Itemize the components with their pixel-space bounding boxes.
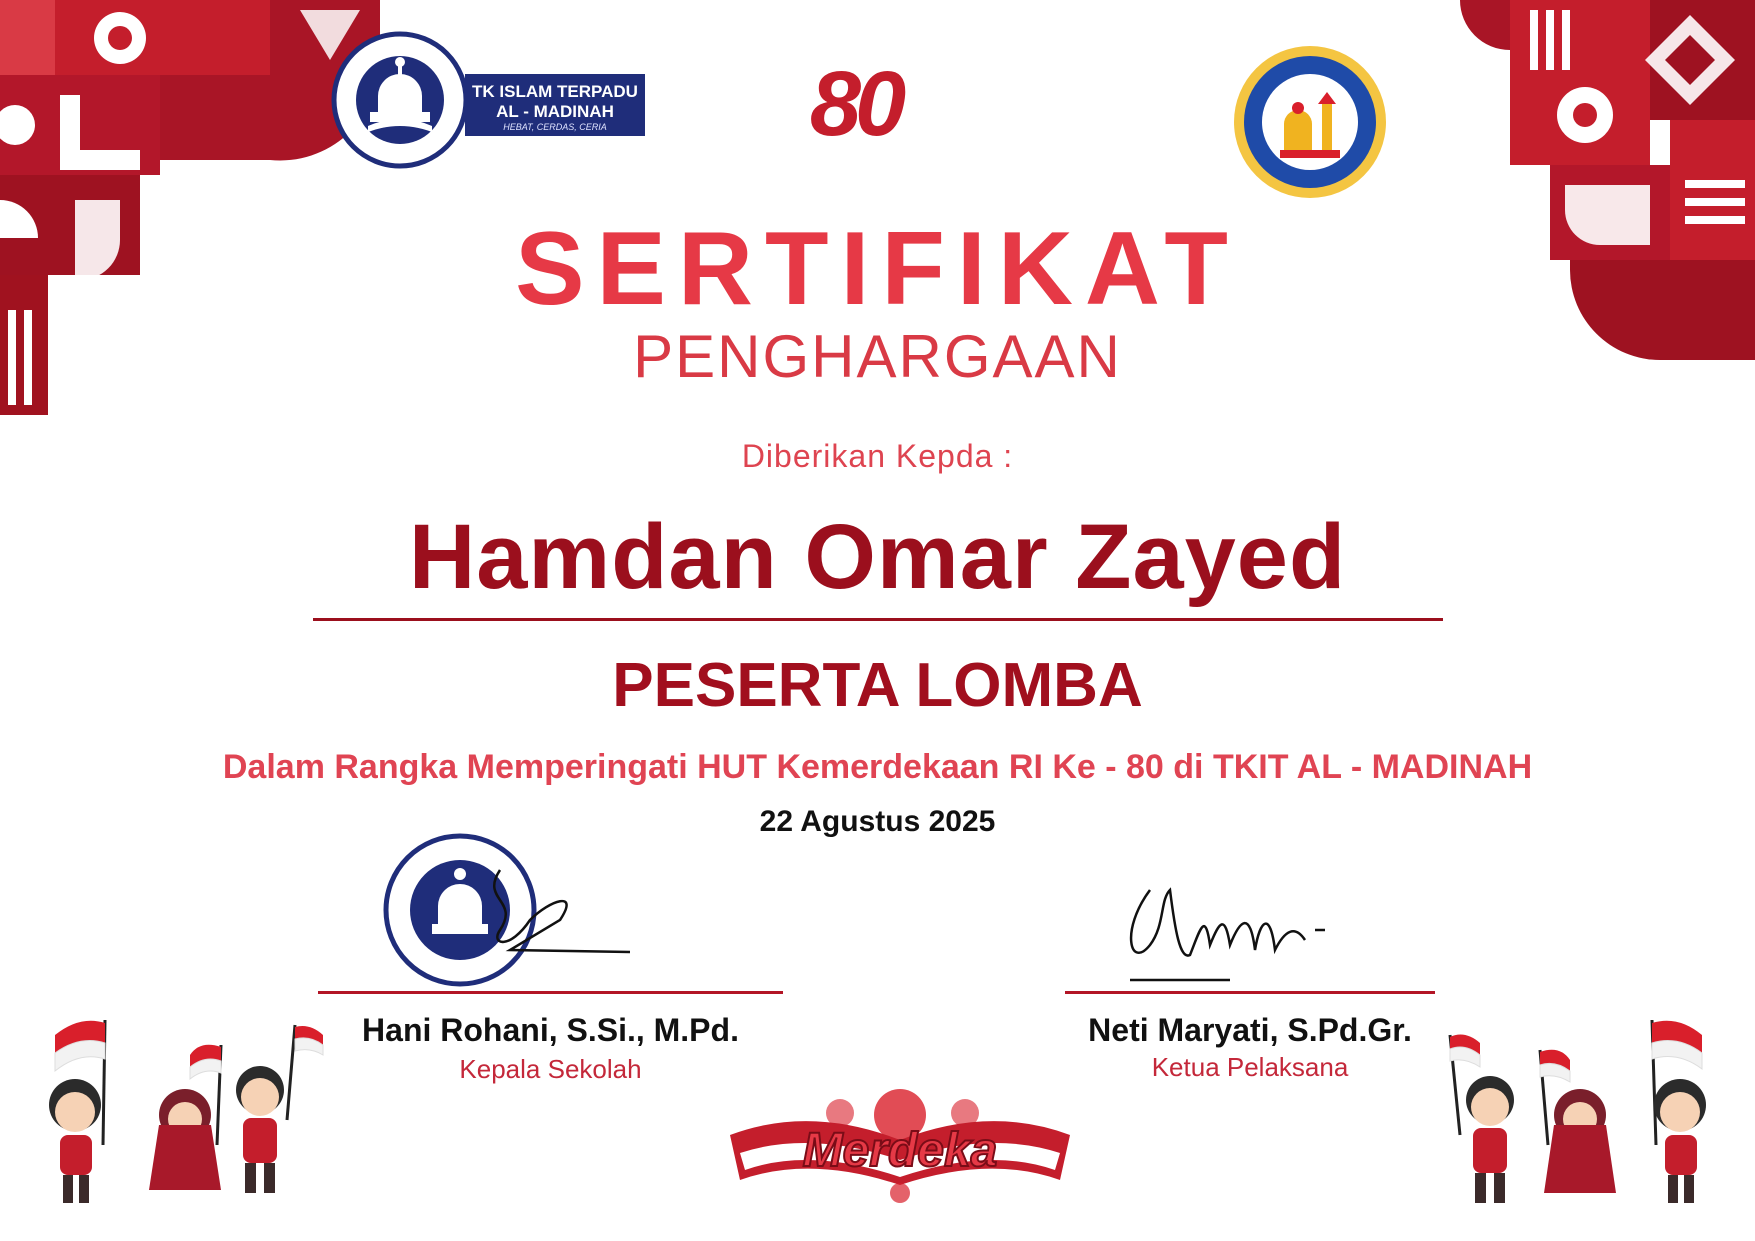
kids-flag-illustration-left	[25, 1015, 325, 1215]
signatory-2-name: Neti Maryati, S.Pd.Gr.	[1088, 1012, 1412, 1048]
certificate-date: 22 Agustus 2025	[759, 805, 996, 838]
anniversary-number: 80	[809, 53, 901, 155]
signature-line-right	[1065, 991, 1435, 994]
school-tagline: HEBAT, CERDAS, CERIA	[503, 122, 607, 132]
certificate-title: SERTIFIKAT	[515, 211, 1240, 327]
anniversary-80-logo	[780, 52, 930, 162]
school-name-line2: AL - MADINAH	[496, 102, 614, 121]
event-description: Dalam Rangka Memperingati HUT Kemerdekaan RI Ke - 80 di TKIT AL - MADINAH	[222, 748, 1533, 786]
school-name-plate	[465, 74, 645, 136]
merdeka-badge	[720, 1085, 1080, 1205]
merdeka-text: Merdeka	[802, 1124, 998, 1177]
signatory-1-title: Kepala Sekolah	[459, 1054, 642, 1084]
recipient-role: PESERTA LOMBA	[612, 651, 1143, 720]
school-name-line1: TK ISLAM TERPADU	[472, 82, 638, 101]
signatory-1-name: Hani Rohani, S.Si., M.Pd.	[362, 1012, 739, 1048]
signature-hani-rohani	[440, 860, 640, 960]
recipient-name: Hamdan Omar Zayed	[408, 506, 1347, 608]
signatory-2-title: Ketua Pelaksana	[1151, 1052, 1349, 1082]
given-to-label: Diberikan Kepda :	[741, 438, 1014, 474]
signature-neti-maryati	[1110, 870, 1350, 990]
recipient-underline	[313, 618, 1443, 621]
certificate-subtitle: PENGHARGAAN	[633, 323, 1122, 390]
signature-line-left	[318, 991, 783, 994]
foundation-logo	[1230, 42, 1390, 202]
kids-flag-illustration-right	[1430, 1015, 1730, 1215]
school-logo	[330, 30, 470, 170]
